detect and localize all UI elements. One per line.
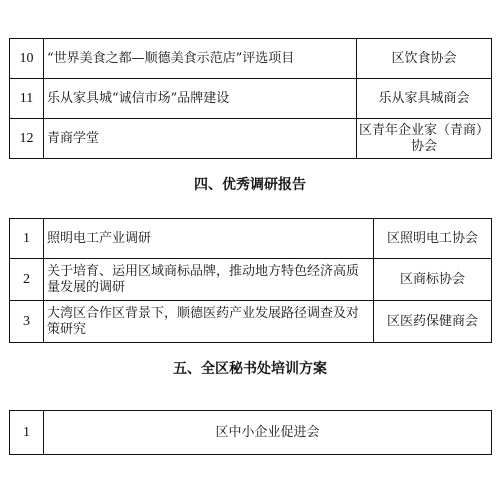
report-title: 关于培育、运用区域商标品牌，推动地方特色经济高质量发展的调研 [44, 259, 374, 301]
organization-name: 区青年企业家（青商）协会 [357, 119, 492, 159]
table-row [10, 39, 492, 79]
organization-name: 乐从家具城商会 [357, 79, 492, 119]
project-name: “世界美食之都—顺德美食示范店”评选项目 [44, 39, 357, 79]
research-report-table [9, 218, 492, 343]
row-number: 10 [10, 39, 44, 79]
organization-name: 区饮食协会 [357, 39, 492, 79]
project-name: 青商学堂 [44, 119, 357, 159]
row-number: 1 [10, 219, 44, 259]
table-row [10, 119, 492, 159]
table-row [10, 259, 492, 301]
section-heading-research-reports: 四、优秀调研报告 [194, 177, 306, 193]
section-heading-training-plans: 五、全区秘书处培训方案 [173, 361, 327, 377]
training-plan-table [9, 410, 492, 455]
organization-name: 区照明电工协会 [374, 219, 492, 259]
table-row [10, 79, 492, 119]
row-number: 11 [10, 79, 44, 119]
row-number: 12 [10, 119, 44, 159]
report-title: 大湾区合作区背景下，顺德医药产业发展路径调查及对策研究 [44, 301, 374, 343]
table-row [10, 301, 492, 343]
organization-name: 区医药保健商会 [374, 301, 492, 343]
row-number: 2 [10, 259, 44, 301]
report-title: 照明电工产业调研 [44, 219, 374, 259]
row-number: 3 [10, 301, 44, 343]
award-table-part3 [9, 38, 492, 159]
table-row [10, 219, 492, 259]
project-name: 乐从家具城“诚信市场”品牌建设 [44, 79, 357, 119]
organization-name: 区商标协会 [374, 259, 492, 301]
row-number: 1 [10, 411, 44, 455]
organization-name: 区中小企业促进会 [44, 411, 492, 455]
table-row [10, 411, 492, 455]
